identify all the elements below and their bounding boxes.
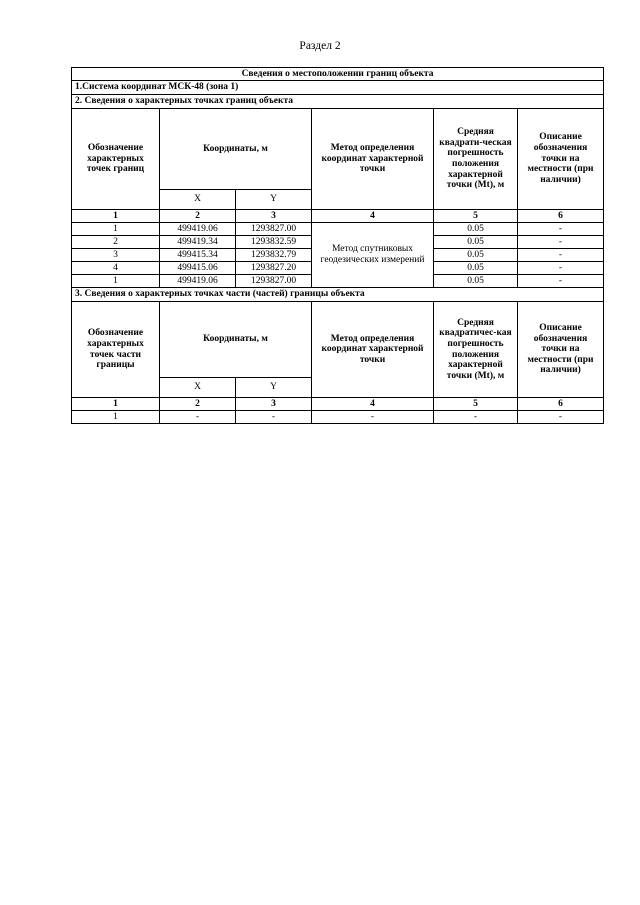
col-number: 3 bbox=[236, 210, 312, 223]
description-value: - bbox=[518, 223, 604, 236]
header-coords: Координаты, м bbox=[160, 302, 312, 378]
coord-y: - bbox=[236, 411, 312, 424]
coord-x: 499415.34 bbox=[160, 249, 236, 262]
coord-y: 1293832.59 bbox=[236, 236, 312, 249]
point-id: 1 bbox=[72, 411, 160, 424]
coord-y: 1293827.20 bbox=[236, 262, 312, 275]
header-error: Средняя квадратичес-кая погрешность положения характерной точки (Mt), м bbox=[434, 302, 518, 398]
table-row bbox=[72, 223, 604, 236]
header-x: X bbox=[160, 190, 236, 210]
error-value: 0.05 bbox=[434, 275, 518, 288]
coord-y: 1293832.79 bbox=[236, 249, 312, 262]
point-id: 2 bbox=[72, 236, 160, 249]
error-value: 0.05 bbox=[434, 249, 518, 262]
col-number: 6 bbox=[518, 398, 604, 411]
point-id: 4 bbox=[72, 262, 160, 275]
coord-x: 499415.06 bbox=[160, 262, 236, 275]
description-value: - bbox=[518, 236, 604, 249]
col-number: 4 bbox=[312, 398, 434, 411]
col-number: 4 bbox=[312, 210, 434, 223]
coord-x: - bbox=[160, 411, 236, 424]
header-error: Средняя квадрати-ческая погрешность положения характерной точки (Mt), м bbox=[434, 109, 518, 210]
error-value: 0.05 bbox=[434, 236, 518, 249]
header-description: Описание обозначения точки на местности (при наличии) bbox=[518, 302, 604, 398]
section-label: Раздел 2 bbox=[299, 40, 341, 52]
header-y: Y bbox=[236, 190, 312, 210]
part3-heading: 3. Сведения о характерных точках части (частей) границы объекта bbox=[72, 288, 604, 302]
boundary-table bbox=[71, 67, 604, 424]
table-row bbox=[72, 411, 604, 424]
point-id: 1 bbox=[72, 275, 160, 288]
col-number: 1 bbox=[72, 398, 160, 411]
point-id: 3 bbox=[72, 249, 160, 262]
description-value: - bbox=[518, 249, 604, 262]
point-id: 1 bbox=[72, 223, 160, 236]
method-value: Метод спутниковых геодезических измерений bbox=[312, 223, 434, 288]
header-y: Y bbox=[236, 378, 312, 398]
coord-x: 499419.06 bbox=[160, 275, 236, 288]
col-number: 3 bbox=[236, 398, 312, 411]
header-method: Метод определения координат характерной точки bbox=[312, 302, 434, 398]
part2-heading: 2. Сведения о характерных точках границ объекта bbox=[72, 95, 604, 109]
coord-x: 499419.06 bbox=[160, 223, 236, 236]
error-value: 0.05 bbox=[434, 223, 518, 236]
error-value: - bbox=[434, 411, 518, 424]
header-designation: Обозначение характерных точек части границы bbox=[72, 302, 160, 398]
header-designation: Обозначение характерных точек границ bbox=[72, 109, 160, 210]
coord-y: 1293827.00 bbox=[236, 275, 312, 288]
col-number: 2 bbox=[160, 210, 236, 223]
col-number: 5 bbox=[434, 398, 518, 411]
description-value: - bbox=[518, 411, 604, 424]
header-description: Описание обозначения точки на местности (при наличии) bbox=[518, 109, 604, 210]
description-value: - bbox=[518, 262, 604, 275]
header-x: X bbox=[160, 378, 236, 398]
col-number: 6 bbox=[518, 210, 604, 223]
col-number: 2 bbox=[160, 398, 236, 411]
method-value: - bbox=[312, 411, 434, 424]
description-value: - bbox=[518, 275, 604, 288]
coord-y: 1293827.00 bbox=[236, 223, 312, 236]
col-number: 5 bbox=[434, 210, 518, 223]
header-method: Метод определения координат характерной точки bbox=[312, 109, 434, 210]
col-number: 1 bbox=[72, 210, 160, 223]
coord-system-row: 1.Система координат МСК-48 (зона 1) bbox=[72, 81, 604, 95]
coord-x: 499419.34 bbox=[160, 236, 236, 249]
error-value: 0.05 bbox=[434, 262, 518, 275]
header-coords: Координаты, м bbox=[160, 109, 312, 190]
table-title: Сведения о местоположении границ объекта bbox=[72, 68, 604, 81]
